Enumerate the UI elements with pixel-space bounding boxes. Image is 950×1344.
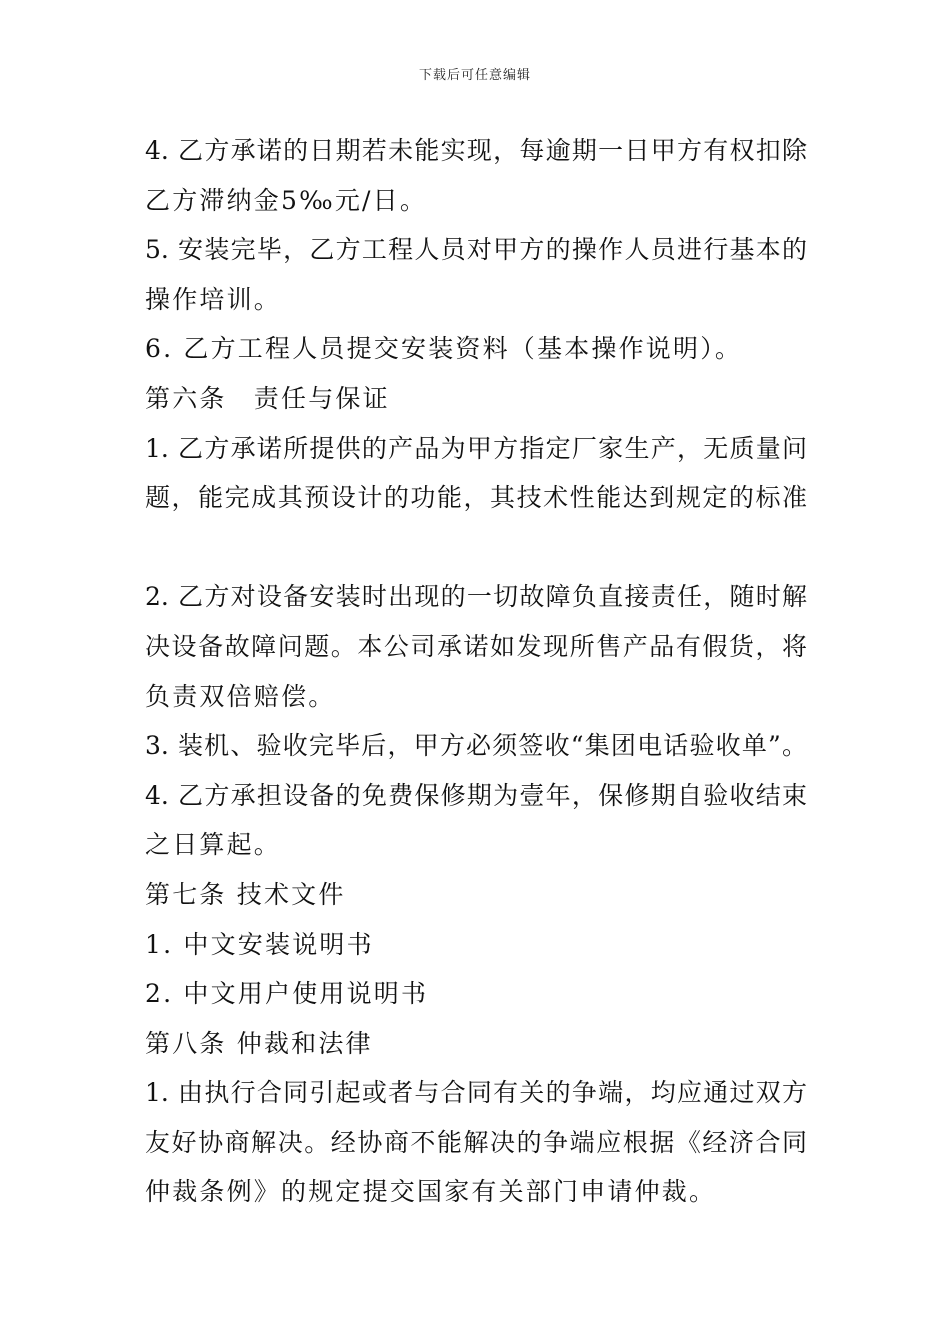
page-header: 下载后可任意编辑: [418, 68, 531, 83]
clause-5-item-4-line-2: 乙方滞纳金5‰元/日。: [145, 185, 428, 215]
clause-5-item-5-line-2: 操作培训。: [145, 284, 282, 314]
article-7-item-1: 1. 中文安装说明书: [145, 929, 374, 959]
article-6-item-4-line-1: 4. 乙方承担设备的免费保修期为壹年，保修期自验收结束: [145, 780, 807, 810]
article-6-item-2-line-1: 2. 乙方对设备安装时出现的一切故障负直接责任，随时解: [145, 582, 807, 612]
article-8-item-1-line-2: 友好协商解决。经协商不能解决的争端应根据《经济合同: [145, 1127, 807, 1157]
article-7-heading: 第七条 技术文件: [145, 879, 346, 909]
article-6-item-1-line-1: 1. 乙方承诺所提供的产品为甲方指定厂家生产，无质量问: [145, 433, 807, 463]
clause-5-item-6: 6. 乙方工程人员提交安装资料（基本操作说明）。: [145, 334, 743, 364]
clause-5-item-5-line-1: 5. 安装完毕，乙方工程人员对甲方的操作人员进行基本的: [145, 235, 807, 265]
blank-line: [145, 523, 807, 573]
article-8-item-1-line-3: 仲裁条例》的规定提交国家有关部门申请仲裁。: [145, 1177, 717, 1207]
clause-5-item-4-line-1: 4. 乙方承诺的日期若未能实现，每逾期一日甲方有权扣除: [145, 136, 807, 165]
article-7-item-2: 2. 中文用户使用说明书: [145, 979, 429, 1009]
document-body: [145, 126, 807, 1217]
article-6-item-1-line-2: 题，能完成其预设计的功能，其技术性能达到规定的标准: [145, 483, 807, 513]
article-6-item-4-line-2: 之日算起。: [145, 830, 282, 860]
article-8-item-1-line-1: 1. 由执行合同引起或者与合同有关的争端，均应通过双方: [145, 1078, 807, 1108]
article-6-heading: 第六条 责任与保证: [145, 383, 390, 413]
article-6-item-2-line-2: 决设备故障问题。本公司承诺如发现所售产品有假货，将: [145, 631, 807, 661]
article-6-item-2-line-3: 负责双倍赔偿。: [145, 681, 336, 711]
article-8-heading: 第八条 仲裁和法律: [145, 1028, 373, 1058]
article-6-item-3: 3. 装机、验收完毕后，甲方必须签收“集团电话验收单”。: [145, 731, 807, 761]
